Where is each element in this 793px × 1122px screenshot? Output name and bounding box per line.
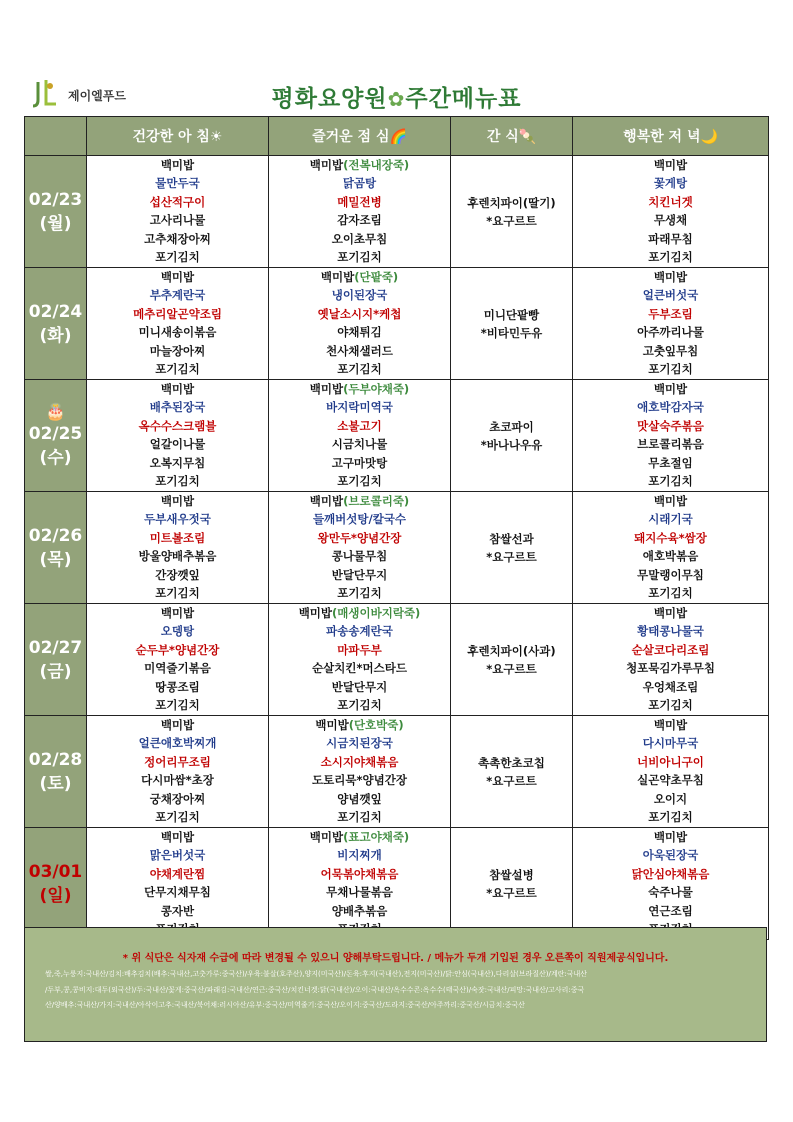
menu-item: 고사리나물	[149, 213, 206, 228]
menu-item: 실곤약초무침	[637, 773, 704, 788]
day-of-week: (금)	[39, 661, 72, 682]
header-lunch: 즐거운 점 심🌈	[269, 117, 451, 156]
menu-item: 브로콜리볶음	[637, 437, 704, 452]
menu-item: 콩자반	[160, 903, 195, 918]
menu-item: 포기김치	[648, 810, 693, 825]
breakfast-cell	[87, 604, 269, 716]
dinner-cell	[573, 492, 769, 604]
menu-item: 다시마쌈*초장	[141, 773, 214, 788]
menu-row	[25, 156, 769, 268]
breakfast-cell	[87, 380, 269, 492]
menu-item: 마늘장아찌	[149, 343, 206, 358]
breakfast-cell	[87, 716, 269, 828]
menu-item: 무초절임	[648, 455, 693, 470]
menu-item: 백미밥(브로콜리죽)	[309, 494, 410, 508]
menu-item: 포기김치	[337, 250, 382, 265]
day-date: 02/25	[28, 423, 83, 444]
header-row	[25, 117, 769, 156]
menu-item: 포기김치	[337, 810, 382, 825]
day-cell	[25, 828, 87, 940]
header-breakfast: 건강한 아 침☀	[87, 117, 269, 156]
menu-item: 백미밥	[653, 270, 688, 284]
snack-item: *요구르트	[486, 549, 537, 564]
footer-notes	[24, 927, 767, 1042]
menu-item: 닭곰탕	[342, 176, 377, 191]
menu-item: 포기김치	[155, 810, 200, 825]
menu-item: 포기김치	[648, 474, 693, 489]
origin-line: /두부,콩,콩비지:대두(외국산)/두:국내산/꽃게:중국산/파래김:국내산/연근:중국산/치킨너겟:닭(국내산)/오이:국내산/옥수수콘:옥수수(태국산)/숙잣:국내산/피망:국내산/고사리:중국	[45, 985, 585, 994]
dinner-cell	[573, 604, 769, 716]
menu-item: 닭안심야채볶음	[631, 866, 710, 881]
menu-item: 다시마무국	[642, 736, 699, 751]
menu-item: 우엉채조림	[642, 679, 699, 694]
menu-item: 콩나물무침	[331, 549, 388, 564]
menu-item: 포기김치	[648, 586, 693, 601]
breakfast-cell	[87, 492, 269, 604]
snack-item: 미니단팥빵	[483, 307, 540, 322]
menu-item: 파래무침	[648, 231, 693, 246]
menu-item: 시래기국	[648, 512, 693, 527]
snack-item: *요구르트	[486, 661, 537, 676]
menu-item: 백미밥	[653, 830, 688, 844]
day-of-week: (수)	[39, 447, 72, 468]
menu-item: 무말랭이무침	[637, 567, 704, 582]
menu-item: 맑은버섯국	[149, 848, 206, 863]
menu-item: 백미밥	[160, 158, 195, 172]
menu-item: 궁채장아찌	[149, 791, 206, 806]
menu-item: 포기김치	[155, 474, 200, 489]
menu-item: 소불고기	[337, 418, 382, 433]
menu-item: 백미밥	[160, 270, 195, 284]
day-cell	[25, 156, 87, 268]
menu-row	[25, 828, 769, 940]
menu-item: 치킨너겟	[648, 194, 693, 209]
snack-item: 후렌치파이(사과)	[467, 643, 556, 658]
snack-item: *요구르트	[486, 213, 537, 228]
menu-item: 옛날소시지*케첩	[317, 306, 402, 321]
menu-item: 백미밥(두부야채죽)	[309, 382, 410, 396]
menu-item: 포기김치	[155, 698, 200, 713]
menu-item: 섭산적구이	[149, 194, 206, 209]
snack-item: 참쌀설병	[489, 867, 534, 882]
menu-item: 오복지무침	[149, 455, 206, 470]
menu-item: 백미밥	[653, 382, 688, 396]
dinner-cell	[573, 828, 769, 940]
snack-item: 초코파이	[489, 419, 534, 434]
menu-item: 연근조림	[648, 903, 693, 918]
notice-text: * 위 식단은 식자재 수급에 따라 변경될 수 있으니 양해부탁드립니다. / 메뉴가 두개 기입된 경우 오른쪽이 직원제공식입니다.	[122, 953, 669, 964]
menu-item: 무채나물볶음	[326, 885, 393, 900]
menu-item: 메밀전병	[337, 194, 382, 209]
day-cell	[25, 492, 87, 604]
day-cell	[25, 268, 87, 380]
menu-item: 시금치나물	[331, 437, 388, 452]
day-date: 02/28	[28, 749, 83, 770]
lunch-cell	[269, 492, 451, 604]
menu-item: 포기김치	[337, 362, 382, 377]
lunch-cell	[269, 828, 451, 940]
snack-item: *요구르트	[486, 773, 537, 788]
day-date: 02/24	[28, 301, 83, 322]
lunch-cell	[269, 268, 451, 380]
menu-item: 백미밥	[653, 606, 688, 620]
day-of-week: (화)	[39, 325, 72, 346]
menu-row	[25, 380, 769, 492]
breakfast-cell	[87, 156, 269, 268]
header-corner	[25, 117, 87, 156]
menu-item: 오이초무침	[331, 231, 388, 246]
porridge-option: (매생이바지락죽)	[332, 606, 421, 620]
menu-item: 포기김치	[155, 362, 200, 377]
menu-item: 미니새송이볶음	[138, 325, 217, 340]
menu-item: 포기김치	[155, 586, 200, 601]
clover-icon: ✿	[387, 87, 406, 111]
menu-item: 백미밥(전복내장죽)	[309, 158, 410, 172]
page-title: 평화요양원✿주간메뉴표	[271, 86, 522, 112]
menu-item: 백미밥(단호박죽)	[315, 718, 404, 732]
menu-item: 시금치된장국	[326, 736, 393, 751]
menu-item: 천사채샐러드	[326, 343, 393, 358]
snack-item: 촉촉한초코칩	[478, 755, 545, 770]
brand-name: 제이엘푸드	[68, 88, 126, 103]
menu-item: 순살치킨*머스타드	[312, 661, 407, 676]
porridge-option: (단호박죽)	[348, 718, 404, 732]
menu-item: 단무지채무침	[144, 885, 211, 900]
menu-item: 무생채	[653, 213, 688, 228]
day-of-week: (목)	[39, 549, 72, 570]
lunch-cell	[269, 716, 451, 828]
menu-item: 맛살숙주볶음	[637, 418, 704, 433]
menu-item: 양념깻잎	[337, 791, 382, 806]
snack-cell	[451, 380, 573, 492]
menu-item: 백미밥	[653, 718, 688, 732]
menu-item: 오뎅탕	[160, 624, 195, 639]
menu-item: 옥수수스크램블	[138, 418, 217, 433]
day-cell	[25, 604, 87, 716]
porridge-option: (단팥죽)	[354, 270, 399, 284]
porridge-option: (두부야채죽)	[343, 382, 410, 396]
menu-row	[25, 492, 769, 604]
day-of-week: (토)	[39, 773, 72, 794]
dinner-cell	[573, 380, 769, 492]
menu-item: 청포묵김가루무침	[626, 661, 715, 676]
snack-cell	[451, 828, 573, 940]
dinner-cell	[573, 716, 769, 828]
menu-item: 도토리묵*양념간장	[312, 773, 407, 788]
menu-item: 돼지수육*쌈장	[634, 530, 707, 545]
day-of-week: (월)	[39, 213, 72, 234]
menu-item: 두부조림	[648, 306, 693, 321]
menu-item: 마파두부	[337, 642, 382, 657]
menu-item: 백미밥(단팥죽)	[320, 270, 399, 284]
day-date: 02/27	[28, 637, 83, 658]
menu-item: 양배추볶음	[331, 903, 388, 918]
snack-cell	[451, 716, 573, 828]
lunch-cell	[269, 604, 451, 716]
snack-item: *비타민두유	[480, 325, 543, 340]
menu-item: 정어리무조림	[144, 754, 211, 769]
menu-item: 들깨버섯탕/칼국수	[312, 512, 407, 527]
menu-item: 고추채장아찌	[144, 231, 211, 246]
menu-item: 황태콩나물국	[637, 624, 704, 639]
menu-item: 왕만두*양념간장	[317, 530, 402, 545]
menu-item: 반달단무지	[331, 679, 388, 694]
day-date: 02/23	[28, 189, 83, 210]
menu-item: 물만두국	[155, 176, 200, 191]
menu-item: 포기김치	[648, 250, 693, 265]
day-of-week: (일)	[39, 885, 72, 906]
menu-item: 백미밥(매생이바지락죽)	[298, 606, 421, 620]
day-date: 02/26	[28, 525, 83, 546]
menu-item: 바지락미역국	[326, 400, 393, 415]
menu-item: 순두부*양념간장	[135, 642, 220, 657]
menu-item: 두부새우젓국	[144, 512, 211, 527]
menu-item: 아주까리나물	[637, 325, 704, 340]
day-cell	[25, 380, 87, 492]
menu-item: 포기김치	[155, 250, 200, 265]
snack-item: 후렌치파이(딸기)	[467, 195, 556, 210]
dinner-cell	[573, 156, 769, 268]
day-cell	[25, 716, 87, 828]
menu-item: 백미밥	[653, 494, 688, 508]
menu-item: 백미밥	[653, 158, 688, 172]
menu-item: 고구마맛탕	[331, 455, 388, 470]
porridge-option: (브로콜리죽)	[343, 494, 410, 508]
breakfast-cell	[87, 828, 269, 940]
snack-cell	[451, 268, 573, 380]
menu-item: 포기김치	[337, 698, 382, 713]
menu-item: 고춧잎무침	[642, 343, 699, 358]
menu-item: 백미밥	[160, 606, 195, 620]
menu-item: 오이지	[653, 791, 688, 806]
menu-item: 파송송계란국	[326, 624, 393, 639]
menu-item: 백미밥	[160, 494, 195, 508]
header-dinner: 행복한 저 녁🌙	[573, 117, 769, 156]
menu-item: 아욱된장국	[642, 848, 699, 863]
origin-line: 쌀,죽,누룽지:국내산/김치:배추김치(배추:국내산,고춧가루:중국산)/우육:불살(호주산),양지(미국산)/돈육:후지(국내산),전지(미국산)/닭:안심(국내산),다리살(브라질산)/계란:국내산	[45, 970, 588, 978]
weekly-menu-table	[24, 116, 769, 940]
birthday-cake-icon: 🎂	[45, 401, 66, 421]
menu-item: 방울양배추볶음	[138, 549, 217, 564]
menu-item: 비지찌개	[337, 848, 382, 863]
menu-item: 야채계란찜	[149, 866, 206, 881]
day-date: 03/01	[28, 861, 83, 882]
menu-item: 순살코다리조림	[631, 642, 710, 657]
menu-item: 얼큰버섯국	[642, 288, 699, 303]
menu-item: 백미밥	[160, 382, 195, 396]
menu-item: 포기김치	[648, 362, 693, 377]
menu-item: 포기김치	[648, 698, 693, 713]
menu-item: 간장깻잎	[155, 567, 200, 582]
snack-cell	[451, 604, 573, 716]
header-snack: 간 식🍡	[451, 117, 573, 156]
menu-item: 야채튀김	[337, 325, 382, 340]
menu-item: 소시지야채볶음	[320, 754, 399, 769]
menu-item: 꽃게탕	[653, 176, 688, 191]
menu-item: 백미밥	[160, 718, 195, 732]
snack-item: *요구르트	[486, 885, 537, 900]
menu-item: 냉이된장국	[331, 288, 388, 303]
menu-item: 감자조림	[337, 213, 382, 228]
menu-row	[25, 604, 769, 716]
menu-item: 백미밥(표고야채죽)	[309, 830, 410, 844]
menu-item: 반달단무지	[331, 567, 388, 582]
lunch-cell	[269, 380, 451, 492]
menu-item: 애호박감자국	[637, 400, 704, 415]
menu-item: 백미밥	[160, 830, 195, 844]
porridge-option: (표고야채죽)	[343, 830, 410, 844]
breakfast-cell	[87, 268, 269, 380]
menu-item: 숙주나물	[648, 885, 693, 900]
snack-cell	[451, 156, 573, 268]
snack-item: *바나나우유	[480, 437, 543, 452]
menu-item: 미역줄기볶음	[144, 661, 211, 676]
snack-item: 참쌀선과	[489, 531, 534, 546]
lunch-cell	[269, 156, 451, 268]
menu-row	[25, 716, 769, 828]
menu-item: 미트볼조림	[149, 530, 206, 545]
menu-item: 얼갈이나물	[149, 437, 206, 452]
origin-info	[25, 964, 766, 1014]
menu-item: 너비아니구이	[637, 754, 704, 769]
snack-cell	[451, 492, 573, 604]
menu-item: 얼큰애호박찌개	[138, 736, 217, 751]
menu-item: 땅콩조림	[155, 679, 200, 694]
menu-item: 메추리알곤약조림	[133, 306, 222, 321]
menu-item: 배추된장국	[149, 400, 206, 415]
origin-line: 산/양배추:국내산/가지:국내산/아삭이고추:국내산/북어채:러시아산/유부:중국산/미역줄기:중국산/오이지:중국산/도라지:중국산/아주까리:중국산/시금치:중국산	[45, 1001, 525, 1009]
menu-item: 포기김치	[337, 474, 382, 489]
porridge-option: (전복내장죽)	[343, 158, 410, 172]
dinner-cell	[573, 268, 769, 380]
menu-item: 어묵볶야채볶음	[320, 866, 399, 881]
menu-item: 부추계란국	[149, 288, 206, 303]
menu-item: 포기김치	[337, 586, 382, 601]
menu-row	[25, 268, 769, 380]
menu-item: 애호박볶음	[642, 549, 699, 564]
